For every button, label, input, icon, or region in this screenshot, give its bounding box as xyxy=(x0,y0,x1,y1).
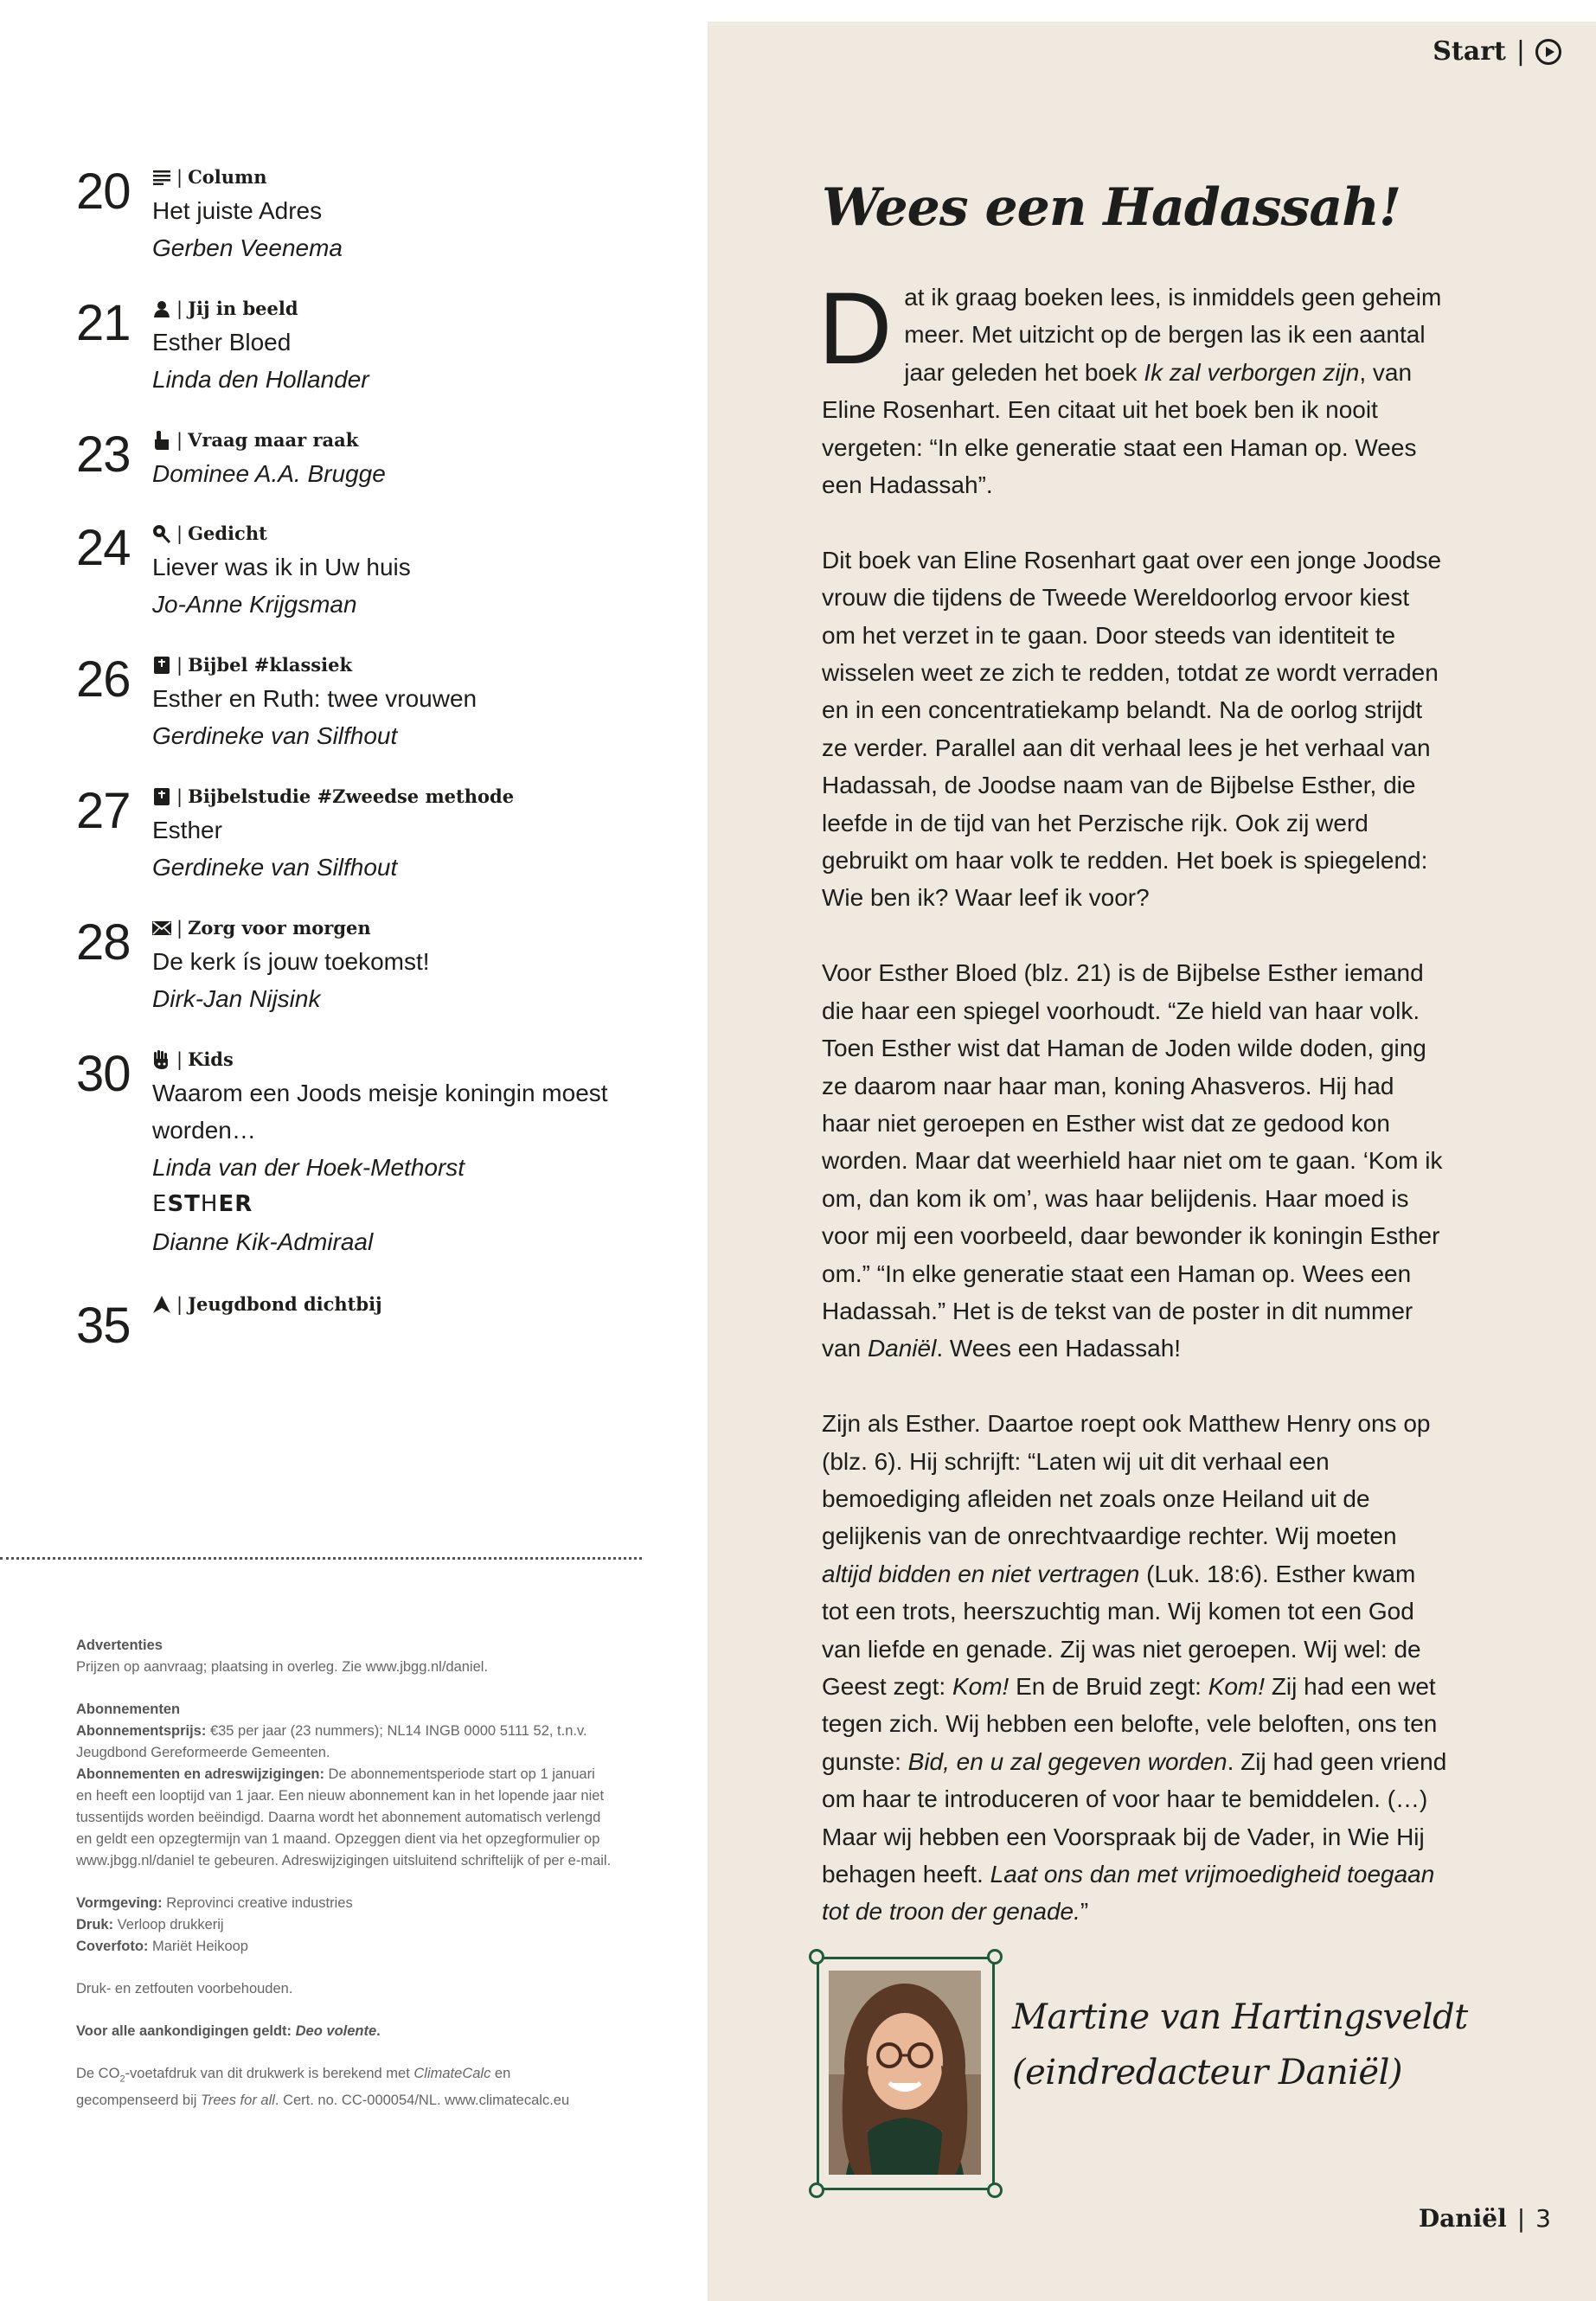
toc-title: Waarom een Joods meisje koningin moest worden… xyxy=(152,1080,608,1144)
toc-author: Linda van der Hoek-Methorst xyxy=(152,1154,465,1181)
toc-category: Kids xyxy=(188,1048,234,1070)
colophon-text: Druk- en zetfouten voorbehouden. xyxy=(76,1981,293,1997)
editor-portrait xyxy=(829,1971,981,2175)
toc-author: Gerben Veenema xyxy=(152,234,343,261)
toc-page-number: 20 xyxy=(76,163,131,220)
article-paragraph-1: Dat ik graag boeken lees, is inmiddels geen geheim meer. Met uitzicht op de bergen las ik een aantal jaar geleden het boek Ik zal verborgen zijn, van Eline Rosenhart. Een citaat uit het boek ben ik nooit vergeten: “In elke generatie staat een Haman op. Wees een Hadassah”. xyxy=(818,272,1442,499)
toc-title: Esther Bloed xyxy=(152,329,292,356)
toc-category: Vraag maar raak xyxy=(188,429,359,451)
person-icon xyxy=(152,299,171,318)
colophon-text: Vormgeving: Reprovinci creative industries xyxy=(76,1895,353,1911)
toc-author: Dirk-Jan Nijsink xyxy=(152,985,321,1012)
signature-role: (eindredacteur Daniël) xyxy=(1012,2053,1402,2093)
start-nav-link[interactable] xyxy=(1433,36,1561,67)
toc-author: Jo-Anne Krijgsman xyxy=(152,591,357,618)
bible-icon xyxy=(152,656,171,675)
toc-page-number: 24 xyxy=(76,520,131,576)
toc-page-number: 23 xyxy=(76,426,131,483)
pointing-hand-icon xyxy=(152,431,171,450)
toc-author: Linda den Hollander xyxy=(152,366,369,393)
start-label: Start xyxy=(1433,36,1506,67)
colophon-text: Voor alle aankondigingen geldt: Deo volente. xyxy=(76,2023,381,2039)
play-icon xyxy=(1535,39,1561,65)
toc-category: Bijbelstudie #Zweedse methode xyxy=(188,785,515,807)
toc-category: Gedicht xyxy=(188,522,267,544)
envelope-icon xyxy=(152,919,171,938)
magazine-name: Daniël xyxy=(1418,2204,1507,2233)
toc-author: Dianne Kik-Admiraal xyxy=(152,1228,374,1255)
article-paragraph-2: Dit boek van Eline Rosenhart gaat over een jonge Joodse vrouw die tijdens de Tweede Wereldoorlog ervoor kiest om het verzet in te gaan. Door steeds van identiteit te wisselen weet ze zich te redden, totdat ze wordt verraden en in een concentratiekamp belandt. Na de oorlog strijdt ze verder. Parallel aan dit verhaal lees je het verhaal van Hadassah, de Joodse naam van de Bijbelse Esther, die leefde in de tijd van het Perzische rijk. Ook zij werd gebruikt om haar volk te redden. Het boek is spiegelend: Wie ben ik? Waar leef ik voor? xyxy=(822,546,1442,912)
toc-title: De kerk ís jouw toekomst! xyxy=(152,948,430,975)
toc-author: Gerdineke van Silfhout xyxy=(152,722,398,749)
page-number: 3 xyxy=(1535,2204,1551,2233)
colophon-text: Abonnementsprijs: €35 per jaar (23 nummers); NL14 INGB 0000 5111 52, t.n.v. Jeugdbond Gereformeerde Gemeenten. xyxy=(76,1723,587,1760)
hand-icon xyxy=(152,1050,171,1069)
colophon-heading: Advertenties xyxy=(76,1638,163,1653)
article-title: Wees een Hadassah! xyxy=(822,177,1401,238)
toc-title: Esther en Ruth: twee vrouwen xyxy=(152,685,478,712)
colophon-text: Prijzen op aanvraag; plaatsing in overleg. Zie www.jbgg.nl/daniel. xyxy=(76,1659,489,1675)
toc-title: Esther xyxy=(152,817,222,843)
toc-author: Gerdineke van Silfhout xyxy=(152,854,398,881)
divider xyxy=(0,1557,642,1560)
signature-name: Martine van Hartingsveldt xyxy=(1012,1997,1468,2037)
colophon-text: De $CO_2$-voetafdruk van dit drukwerk is berekend met ClimateCalc en gecompenseerd bij Trees for all. Cert. no. CC-000054/NL. www.climatecalc.eu xyxy=(76,2066,570,2109)
nav-separator: | xyxy=(1516,36,1525,67)
bible-icon xyxy=(152,787,171,806)
article-paragraph-3: Voor Esther Bloed (blz. 21) is de Bijbelse Esther iemand die haar een spiegel voorhoudt. “Ze hield van haar volk. Toen Esther wist dat Haman de Joden wilde doden, ging ze daarom naar haar man, koning Ahasveros. Hij had haar niet geroepen en Esther wist dat ze gedood kon worden. Maar dat weerhield haar niet om te gaan. ‘Kom ik om, dan kom ik om’, was haar belijdenis. Haar moed is voor mij een voorbeeld, daar bewonder ik koningin Esther om.” “In elke generatie staat een Haman op. Wees een Hadassah.” Het is de tekst van de poster in dit nummer van Daniël. Wees een Hadassah! xyxy=(822,959,1443,1362)
footer-separator: | xyxy=(1516,2204,1526,2233)
article-paragraph-4: Zijn als Esther. Daartoe roept ook Matthew Henry ons op (blz. 6). Hij schrijft: “Laten wij uit dit verhaal een bemoediging afleiden net zoals onze Heiland uit de gelijkenis van de onrechtvaardige rechter. Wij moeten altijd bidden en niet vertragen (Luk. 18:6). Esther kwam tot een trots, heerszuchtig man. Wij komen tot een God van liefde en genade. Zij was niet geroepen. Wij wel: de Geest zegt: Kom! En de Bruid zegt: Kom! Zij had een wet tegen zich. Wij hebben een belofte, vele beloften, ons ten gunste: Bid, en u zal gegeven worden. Zij had geen vriend om haar te introduceren of voor haar te bemiddelen. (…) Maar wij hebben een Voorspraak bij de Vader, in Wie Hij behagen heeft. Laat ons dan met vrijmoedigheid toegaan tot de troon der genade.” xyxy=(822,1410,1447,1926)
page-footer xyxy=(1419,2204,1551,2233)
toc-page-number: 26 xyxy=(76,651,131,708)
signature xyxy=(1012,1990,1531,2100)
colophon-text: Abonnementen en adreswijzigingen: De abonnementsperiode start op 1 januari en heeft een looptijd van 1 jaar. Een nieuw abonnement kan in het lopende jaar niet tussentijds worden beëindigd. Daarna wordt het abonnement automatisch verlengd en geldt een opzegtermijn van 1 maand. Opzeggen dient via het opzegformulier op www.jbgg.nl/daniel te gebeuren. Adreswijzigingen uitsluitend schriftelijk of per e-mail. xyxy=(76,1766,612,1868)
toc-category: Column xyxy=(188,166,267,188)
toc-author: Dominee A.A. Brugge xyxy=(152,460,386,487)
toc-page-number: 30 xyxy=(76,1046,131,1102)
toc-title: Liever was ik in Uw huis xyxy=(152,554,411,580)
toc-page-number: 35 xyxy=(76,1298,131,1354)
colophon-text: Coverfoto: Mariët Heikoop xyxy=(76,1939,248,1954)
toc-page-number: 21 xyxy=(76,295,131,351)
toc-title: Het juiste Adres xyxy=(152,197,323,224)
colophon xyxy=(76,1635,612,2132)
text-lines-icon xyxy=(152,168,171,187)
article-body xyxy=(818,272,1449,1968)
frame-curl-icon xyxy=(809,1949,824,1965)
frame-curl-icon xyxy=(987,1949,1003,1965)
quill-icon xyxy=(152,524,171,543)
toc-category: Zorg voor morgen xyxy=(188,917,371,939)
toc-category: Bijbel #klassiek xyxy=(188,654,353,676)
frame-curl-icon xyxy=(987,2182,1003,2198)
arrow-up-icon xyxy=(152,1295,171,1314)
drop-cap: D xyxy=(818,272,893,386)
toc-category: Jeugdbond dichtbij xyxy=(188,1293,382,1315)
colophon-text: Druk: Verloop drukkerij xyxy=(76,1917,224,1932)
toc-page-number: 27 xyxy=(76,783,131,839)
frame-curl-icon xyxy=(809,2182,824,2198)
toc-page-number: 28 xyxy=(76,914,131,971)
colophon-heading: Abonnementen xyxy=(76,1702,181,1717)
toc-category: Jij in beeld xyxy=(188,298,298,319)
esther-logo: ESTHER xyxy=(152,1191,253,1217)
